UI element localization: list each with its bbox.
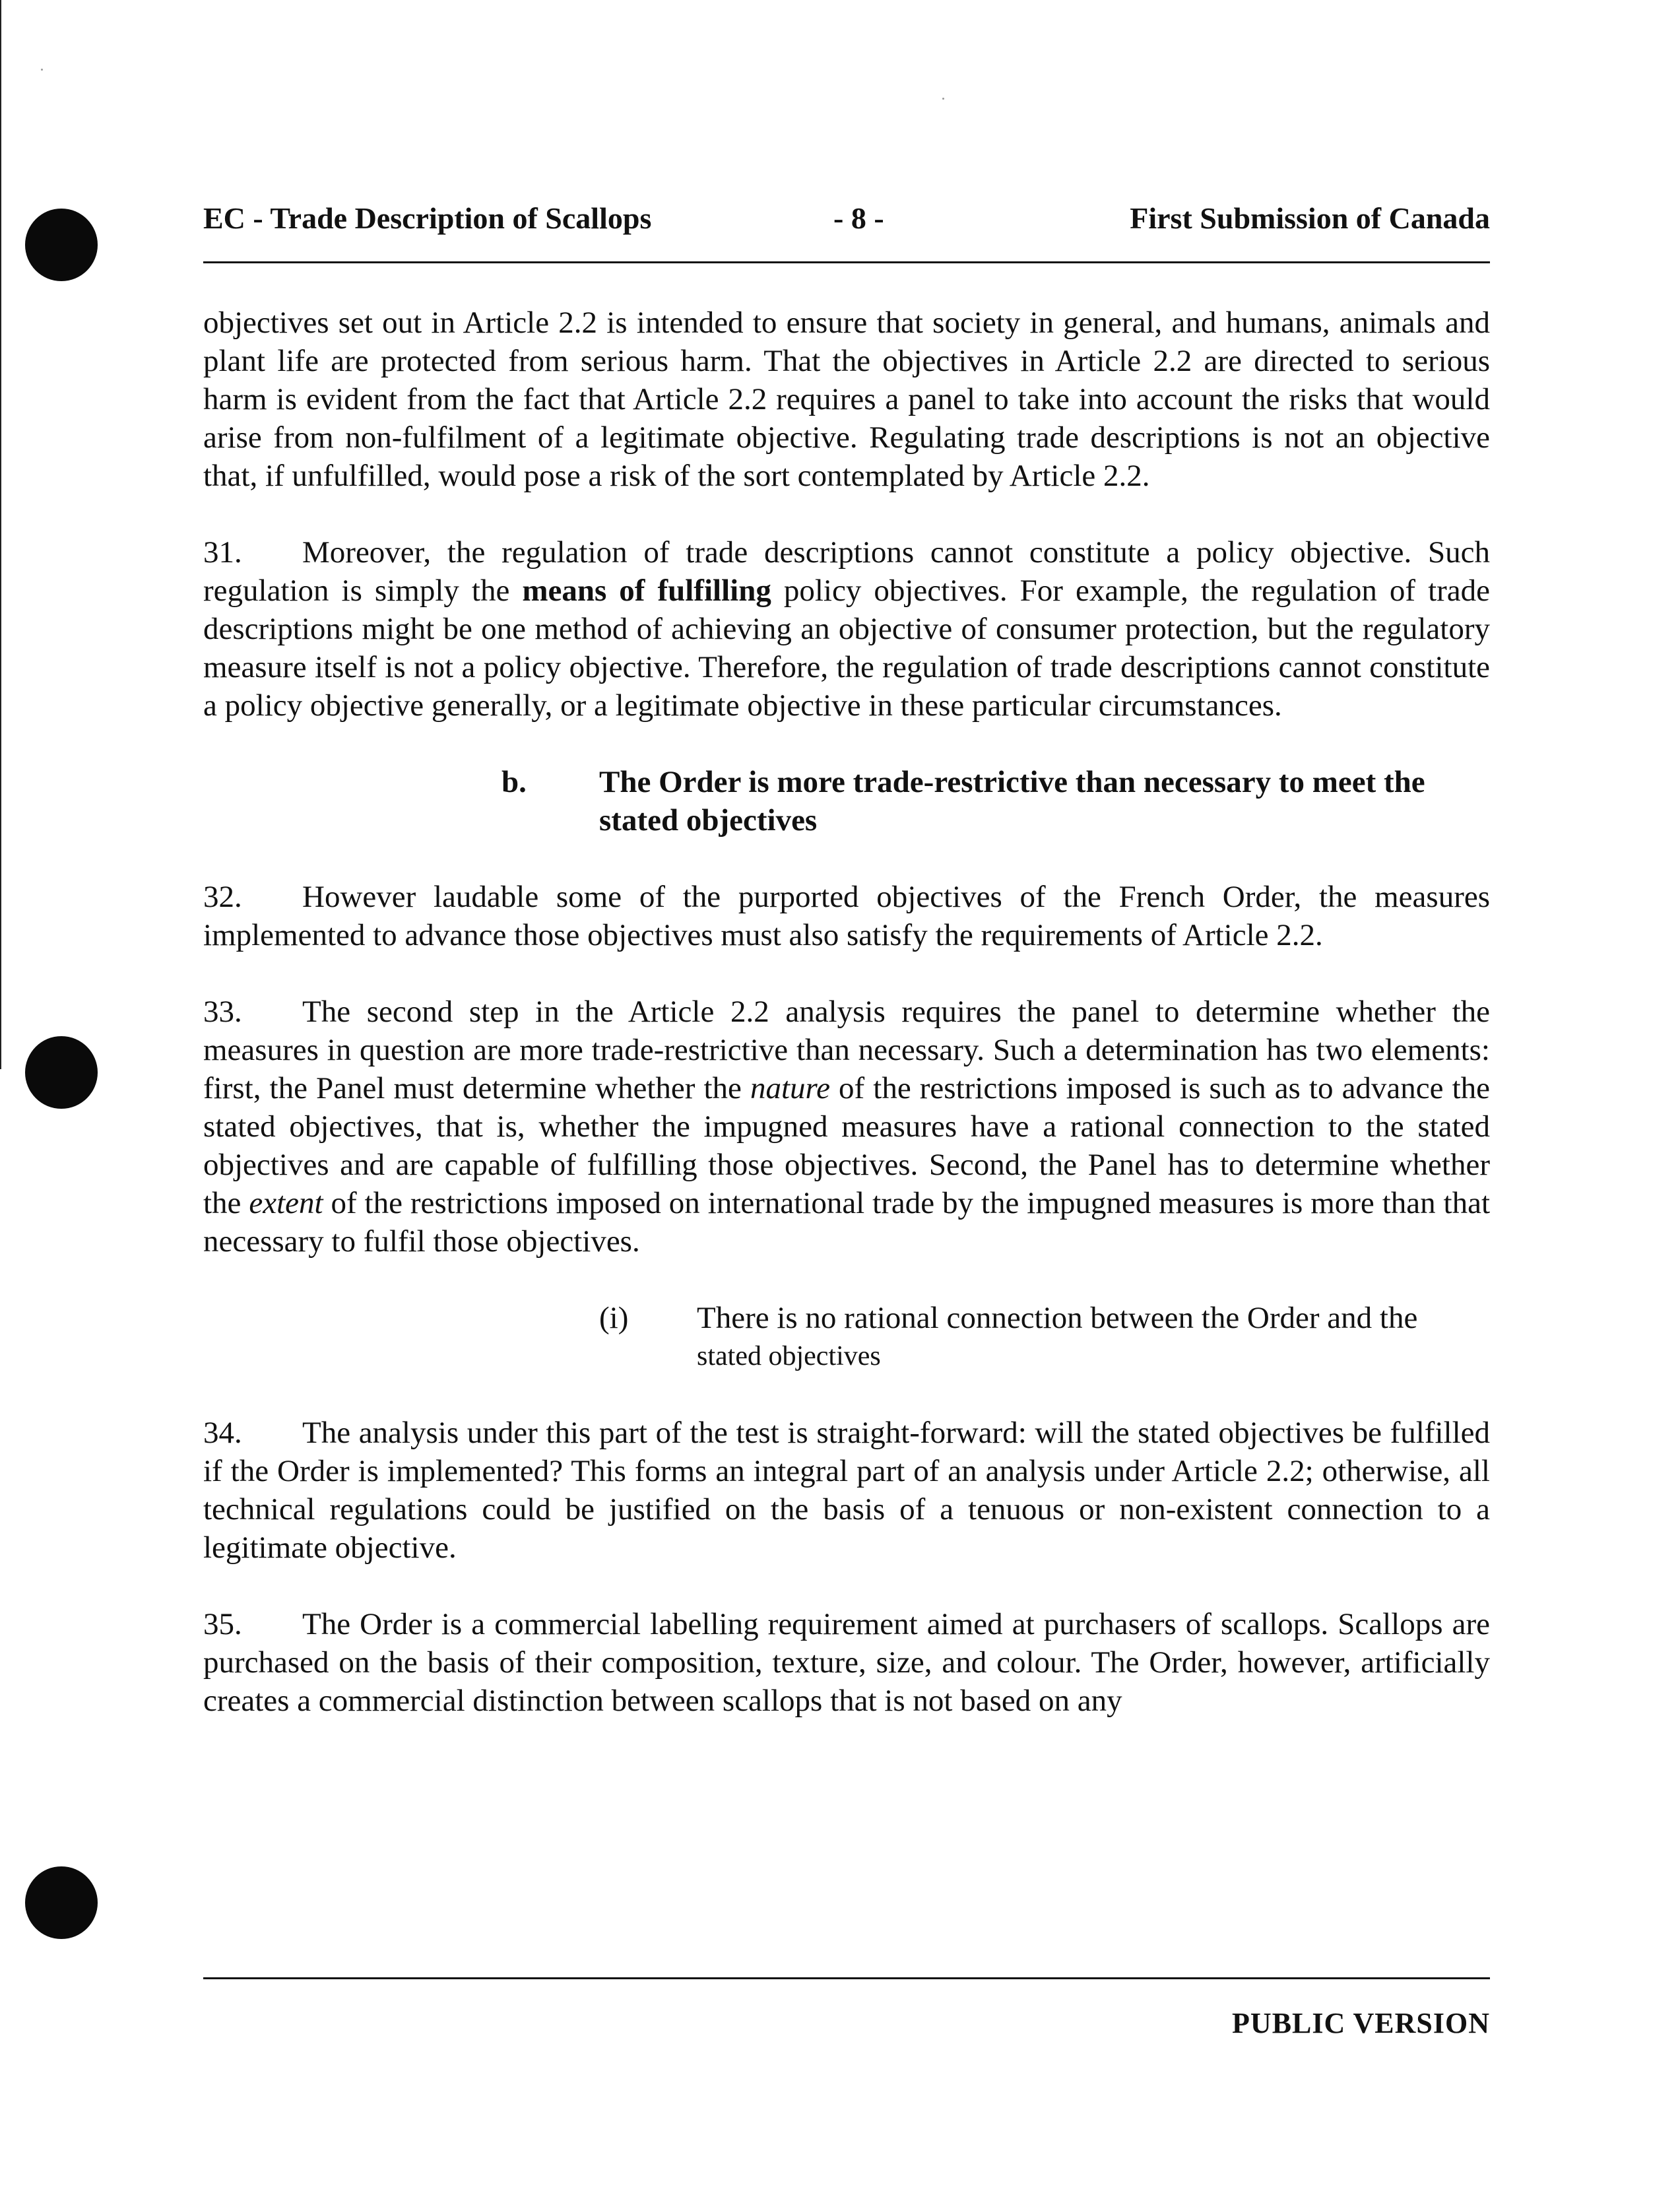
paragraph-text: However laudable some of the purported objectives of the French Order, the measures implemented to advance those objectives must also satisfy the requirements of Article 2.2.	[203, 880, 1490, 952]
paragraph-text: The Order is a commercial labelling requirement aimed at purchasers of scallops. Scallops are purchased on the basis of their composition, texture, size, and colour. The Order, however, artificially creates a commercial distinction between scallops that is not based on any	[203, 1607, 1490, 1718]
running-header	[203, 195, 1490, 242]
header-document-title: EC - Trade Description of Scallops	[203, 201, 652, 235]
section-label: b.	[501, 765, 527, 799]
punch-hole-top	[25, 209, 98, 281]
section-heading-text: The Order is more trade-restrictive than necessary to meet the stated objectives	[599, 765, 1425, 838]
paragraph-text: The second step in the Article 2.2 analysis requires the panel to determine whether the measures in question are more trade-restrictive than necessary. Such a determination has two elements: first, the Panel must determine whether the	[203, 995, 1490, 1105]
section-heading-i	[203, 1299, 1490, 1375]
punch-hole-middle	[25, 1036, 98, 1109]
paragraph-text: The analysis under this part of the test is straight-forward: will the stated objectives be fulfilled if the Order is implemented? This forms an integral part of an analysis under Article 2.2; otherwise, all technical regulations could be justified on the basis of a tenuous or non-existent connection to a legitimate objective.	[203, 1416, 1490, 1565]
footer-rule	[203, 1977, 1490, 1979]
paragraph-35	[203, 1605, 1490, 1720]
emphasis-italic: extent	[249, 1186, 323, 1220]
paragraph-number: 34.	[203, 1416, 242, 1450]
section-heading-b	[203, 763, 1490, 839]
footer-public-version: PUBLIC VERSION	[1232, 2007, 1490, 2039]
scan-speck	[41, 69, 43, 71]
paragraph-31	[203, 533, 1490, 725]
subsection-label: (i)	[599, 1301, 629, 1335]
paragraph-32	[203, 878, 1490, 954]
paragraph-number: 32.	[203, 880, 242, 914]
header-page-number: - 8 -	[833, 201, 884, 235]
paragraph-text: of the restrictions imposed on international trade by the impugned measures is more than that necessary to fulfil those objectives.	[203, 1186, 1491, 1259]
emphasis-bold: means of fulfilling	[522, 574, 771, 608]
paragraph-number: 31.	[203, 535, 242, 570]
paragraph-34	[203, 1414, 1490, 1567]
paragraph-33	[203, 993, 1490, 1261]
paragraph-number: 33.	[203, 995, 242, 1029]
subsection-heading-line2: stated objectives	[697, 1341, 881, 1371]
page-body	[203, 304, 1490, 1720]
paragraph-text: of the restrictions imposed is such as to advance the stated objectives, that is, whether the impugned measures have a rational connection to the stated objectives and are capable of fulfilling those objectives. Second, the Panel has to determine whether the	[203, 1071, 1491, 1220]
punch-hole-bottom	[25, 1866, 98, 1939]
paragraph-text: Moreover, the regulation of trade descriptions cannot constitute a policy objective. Such regulation is simply the	[203, 535, 1490, 608]
header-rule	[203, 261, 1490, 263]
paragraph-text: policy objectives. For example, the regulation of trade descriptions might be one method of achieving an objective of consumer protection, but the regulatory measure itself is not a policy objective. Therefore, the regulation of trade descriptions cannot constitute a policy objective generally, or a legitimate objective in these particular circumstances.	[203, 574, 1491, 723]
paragraph-number: 35.	[203, 1607, 242, 1641]
subsection-heading-line1: There is no rational connection between the Order and the	[697, 1301, 1418, 1335]
left-margin-line	[0, 0, 1, 1069]
scan-speck	[942, 98, 944, 100]
paragraph-30-continued: objectives set out in Article 2.2 is intended to ensure that society in general, and humans, animals and plant life are protected from serious harm. That the objectives in Article 2.2 are directed to serious harm is evident from the fact that Article 2.2 requires a panel to take into account the risks that would arise from non-fulfilment of a legitimate objective. Regulating trade descriptions is not an objective that, if unfulfilled, would pose a risk of the sort contemplated by Article 2.2.	[203, 306, 1490, 493]
emphasis-italic: nature	[750, 1071, 830, 1105]
header-submission-title: First Submission of Canada	[1130, 201, 1490, 235]
